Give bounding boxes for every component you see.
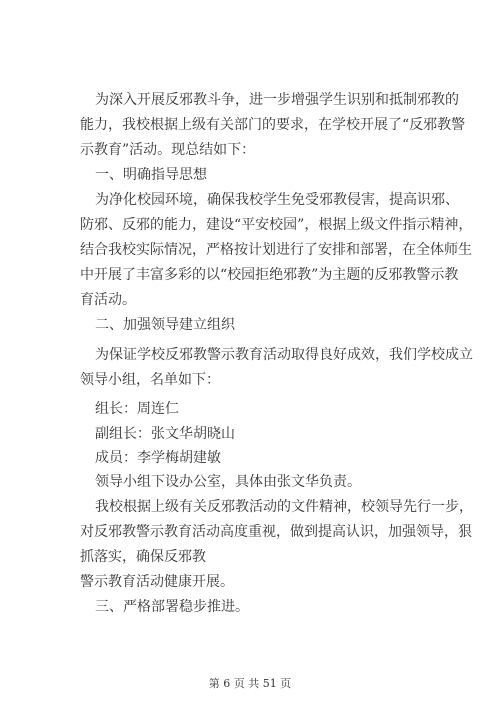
paragraph-line: 领导小组，名单如下： [80,372,220,388]
paragraph-line: 领导小组下设办公室，具体由张文华负责。 [95,474,361,490]
paragraph-line: 抓落实，确保反邪教 [80,549,206,565]
page-footer: 第 6 页 共 51 页 [208,677,292,690]
section-heading: 二、加强领导建立组织 [95,317,235,333]
paragraph-line: 中开展了丰富多彩的以“校园拒绝邪教”为主题的反邪教警示教 [80,267,459,283]
deputy-leader: 副组长：张文华胡晓山 [95,426,235,442]
group-leader: 组长：周连仁 [95,401,179,417]
paragraph-line: 对反邪教警示教育活动高度重视，做到提高认识，加强领导，狠 [80,524,472,540]
paragraph-line: 为保证学校反邪教警示教育活动取得良好成效，我们学校成立 [95,347,473,363]
members: 成员：李学梅胡建敏 [95,450,221,466]
paragraph-line: 为净化校园环境，确保我校学生免受邪教侵害，提高识邪、 [95,192,459,208]
section-heading: 一、明确指导思想 [95,167,207,183]
paragraph-line: 警示教育活动健康开展。 [80,574,234,590]
paragraph-line: 为深入开展反邪教斗争，进一步增强学生识别和抵制邪教的 [95,92,459,108]
paragraph-line: 我校根据上级有关反邪教活动的文件精神，校领导先行一步， [95,499,473,515]
paragraph-line: 育活动。 [80,292,136,308]
paragraph-line: 能力，我校根据上级有关部门的要求，在学校开展了“反邪教警 [80,117,466,133]
section-heading: 三、严格部署稳步推进。 [95,599,249,615]
paragraph-line: 防邪、反邪的能力，建设“平安校园”，根据上级文件指示精神， [80,217,473,233]
paragraph-line: 结合我校实际情况，严格按计划进行了安排和部署，在全体师生 [80,242,472,258]
paragraph-line: 示教育”活动。现总结如下： [80,142,256,158]
